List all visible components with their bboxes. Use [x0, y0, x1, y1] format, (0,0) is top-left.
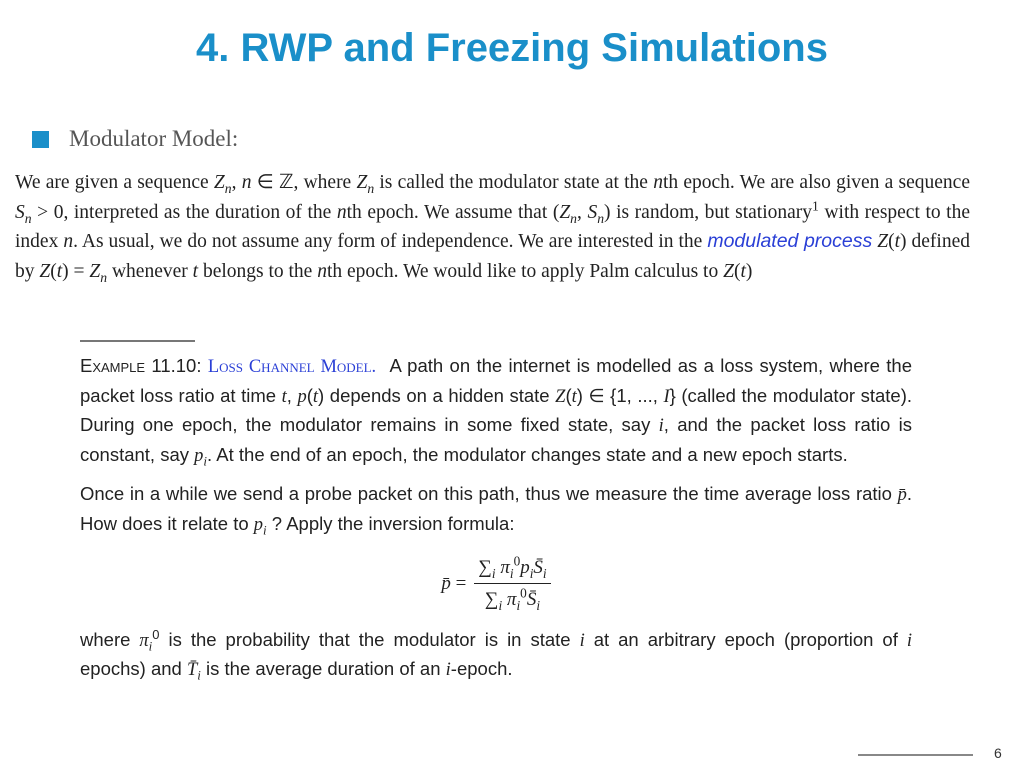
modulated-process-term: modulated process	[707, 230, 873, 253]
example-paragraph-1: Example 11.10: Loss Channel Model. A path on the internet is modelled as a loss system, where the packet loss ratio at time t, p(t) depends on a hidden state Z(t) ∈ {1, ..., I} (called the modulator state). During one epoch, the modulator remains in some fixed state, say i, and the packet loss ratio is constant, say $p_i$. At the end of an epoch, the modulator changes state and a new epoch starts.	[80, 355, 912, 469]
square-bullet-icon	[32, 131, 49, 148]
definition-paragraph: We are given a sequence $Z_n$, n ∈ ℤ, where $Z_n$ is called the modulator state at the nth epoch. We are also given a sequence $S_n > 0$, interpreted as the duration of the nth epoch. We assume that ($Z_n$, $S_n$) is random, but stationary$^1$ with respect to the index n. As usual, we do not assume any form of independence. We are interested in the modulated process Z(t) defined by $Z(t) = Z_n$ whenever t belongs to the nth epoch. We would like to apply Palm calculus to Z(t)	[15, 172, 971, 285]
page-number: 6	[994, 745, 1002, 761]
example-paragraph-3: where $\pi_i^0$ is the probability that the modulator is in state i at an arbitrary epoch (proportion of i epochs) and $T̄_i$ is the average duration of an i-epoch.	[80, 626, 912, 684]
bullet-label: Modulator Model:	[69, 126, 239, 151]
footer-divider	[858, 754, 973, 756]
example-label: Example 11.10:	[80, 355, 202, 376]
divider	[80, 340, 195, 342]
example-paragraph-2: Once in a while we send a probe packet on this path, thus we measure the time average loss ratio p̄. How does it relate to $p_i$ ? Apply the inversion formula:	[80, 483, 912, 538]
example-name: Loss Channel Model.	[207, 357, 377, 377]
slide-title: 4. RWP and Freezing Simulations	[196, 26, 828, 70]
example-box	[80, 352, 912, 685]
bullet-item	[32, 126, 238, 152]
inversion-formula: p̄ = $\frac{\sum_i \pi_i^0p_iS̄_i}{\sum_i \pi_i^0S̄_i}$	[80, 554, 912, 614]
